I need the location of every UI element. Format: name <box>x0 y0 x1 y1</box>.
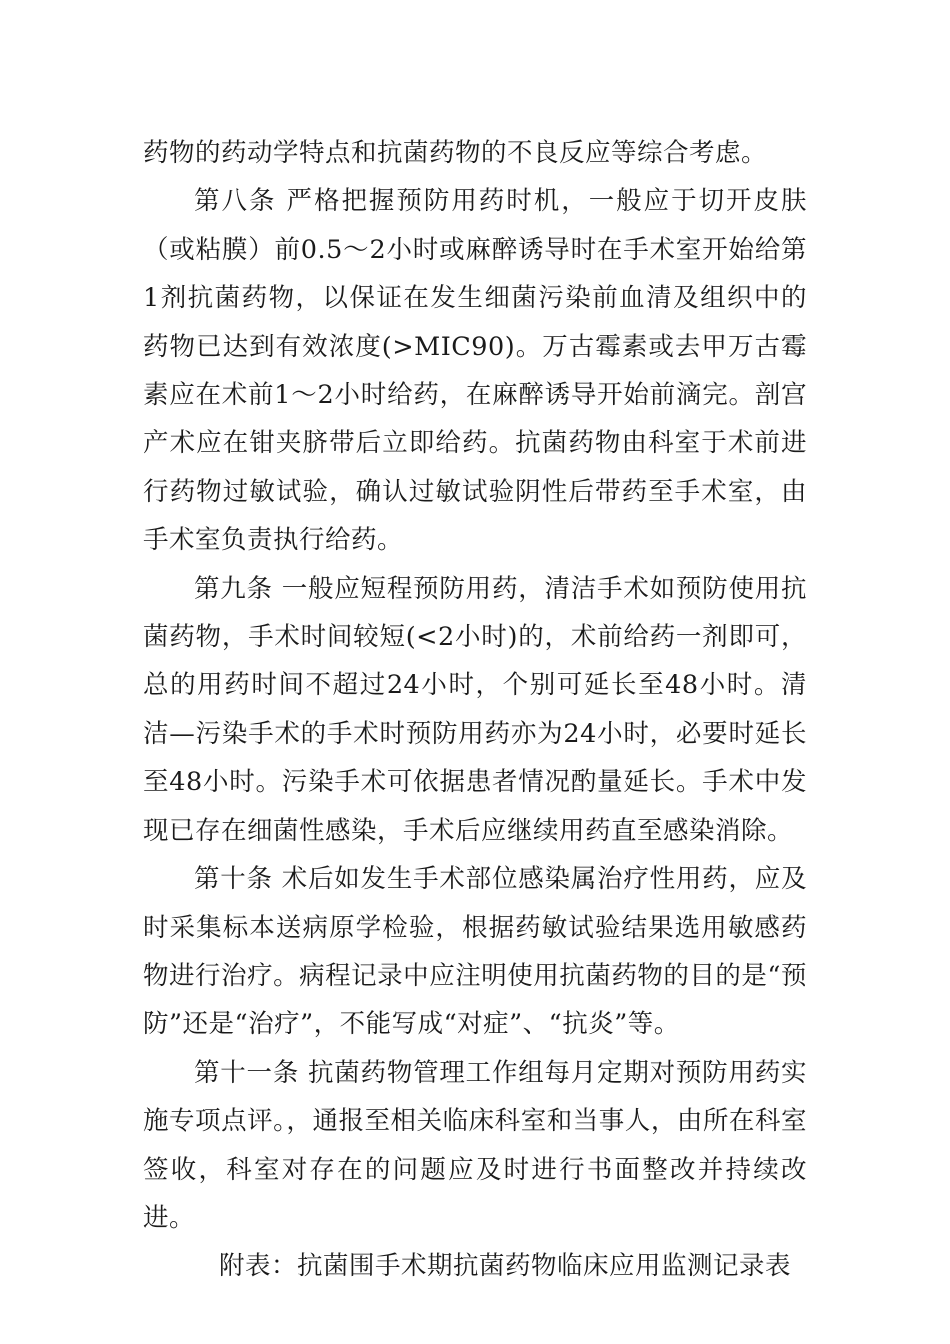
appendix-title: 附表：抗菌围手术期抗菌药物临床应用监测记录表 <box>219 1251 792 1282</box>
paragraph-article-11: 第十一条 抗菌药物管理工作组每月定期对预防用药实施专项点评。，通报至相关临床科室和当事人，由所在科室签收，科室对存在的问题应及时进行书面整改并持续改进。 <box>143 1057 807 1233</box>
document-body <box>143 129 807 1291</box>
paragraph-continued: 药物的药动学特点和抗菌药物的不良反应等综合考虑。 <box>143 138 768 168</box>
paragraph-article-10: 第十条 术后如发生手术部位感染属治疗性用药，应及时采集标本送病原学检验，根据药敏试验结果选用敏感药物进行治疗。病程记录中应注明使用抗菌药物的目的是“预防”还是“治疗”，不能写成“对症”、“抗炎”等。 <box>143 864 807 1040</box>
paragraph-article-8: 第八条 严格把握预防用药时机，一般应于切开皮肤（或粘膜）前0.5～2小时或麻醉诱导时在手术室开始给第1剂抗菌药物，以保证在发生细菌污染前血清及组织中的药物已达到有效浓度(>MIC90)。万古霉素或去甲万古霉素应在术前1～2小时给药，在麻醉诱导开始前滴完。剖宫产术应在钳夹脐带后立即给药。抗菌药物由科室于术前进行药物过敏试验，确认过敏试验阴性后带药至手术室，由手术室负责执行给药。 <box>143 186 807 556</box>
paragraph-article-9: 第九条 一般应短程预防用药，清洁手术如预防使用抗菌药物，手术时间较短(<2小时)的，术前给药一剂即可，总的用药时间不超过24小时，个别可延长至48小时。清洁—污染手术的手术时预防用药亦为24小时，必要时延长至48小时。污染手术可依据患者情况酌量延长。手术中发现已存在细菌性感染，手术后应继续用药直至感染消除。 <box>143 573 807 846</box>
